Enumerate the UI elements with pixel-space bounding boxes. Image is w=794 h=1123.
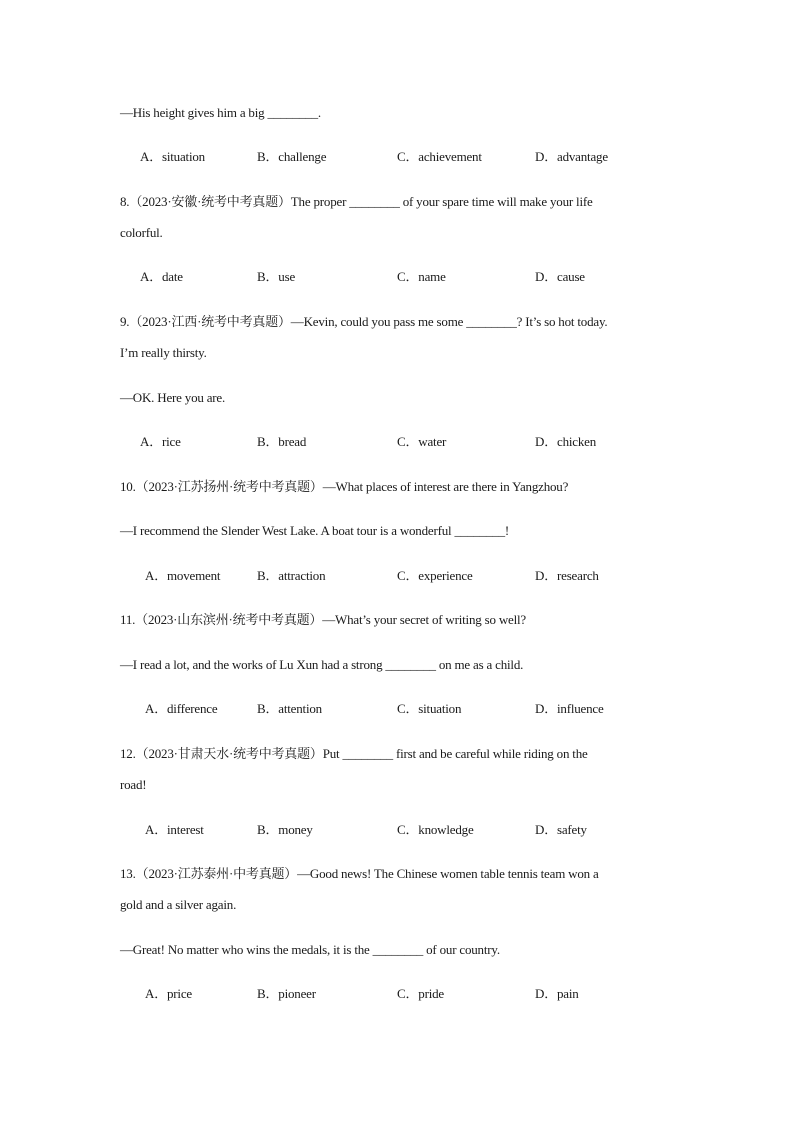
option-c[interactable]: C．knowledge [397,822,474,837]
option-a[interactable]: A．movement [145,568,221,583]
question-line: —I read a lot, and the works of Lu Xun had a strong ________ on me as a child. [120,657,524,672]
option-d[interactable]: D．safety [535,822,587,837]
question-line: 11.（2023·山东滨州·统考中考真题）—What’s your secret of writing so well? [120,612,526,627]
question-line: gold and a silver again. [120,897,237,912]
question-line: —His height gives him a big ________. [120,105,321,120]
option-d[interactable]: D．influence [535,701,604,716]
question-line: 9.（2023·江西·统考中考真题）—Kevin, could you pass me some ________? It’s so hot today. [120,314,608,329]
question-line: 12.（2023·甘肃天水·统考中考真题）Put ________ first and be careful while riding on the [120,746,588,761]
option-b[interactable]: B．use [257,269,296,284]
option-c[interactable]: C．name [397,269,446,284]
option-d[interactable]: D．pain [535,986,579,1001]
option-c[interactable]: C．pride [397,986,444,1001]
option-b[interactable]: B．attention [257,701,322,716]
option-a[interactable]: A．difference [145,701,218,716]
option-d[interactable]: D．research [535,568,599,583]
option-c[interactable]: C．experience [397,568,473,583]
question-line: 8.（2023·安徽·统考中考真题）The proper ________ of your spare time will make your life [120,194,593,209]
option-c[interactable]: C．water [397,434,447,449]
option-d[interactable]: D．cause [535,269,585,284]
option-b[interactable]: B．pioneer [257,986,316,1001]
question-line: I’m really thirsty. [120,345,207,360]
question-line: road! [120,777,147,792]
option-d[interactable]: D．chicken [535,434,597,449]
option-b[interactable]: B．bread [257,434,307,449]
option-b[interactable]: B．money [257,822,313,837]
option-a[interactable]: A．interest [145,822,204,837]
question-line: colorful. [120,225,163,240]
question-line: —I recommend the Slender West Lake. A boat tour is a wonderful ________! [120,523,510,538]
option-a[interactable]: A．rice [140,434,181,449]
option-c[interactable]: C．situation [397,701,462,716]
option-a[interactable]: A．price [145,986,192,1001]
question-line: 10.（2023·江苏扬州·统考中考真题）—What places of interest are there in Yangzhou? [120,479,569,494]
option-a[interactable]: A．date [140,269,183,284]
option-c[interactable]: C．achievement [397,149,482,164]
option-d[interactable]: D．advantage [535,149,608,164]
question-line: —OK. Here you are. [120,390,226,405]
option-b[interactable]: B．challenge [257,149,327,164]
question-line: —Great! No matter who wins the medals, it is the ________ of our country. [120,942,500,957]
option-b[interactable]: B．attraction [257,568,326,583]
question-line: 13.（2023·江苏泰州·中考真题）—Good news! The Chinese women table tennis team won a [120,866,599,881]
option-a[interactable]: A．situation [140,149,205,164]
